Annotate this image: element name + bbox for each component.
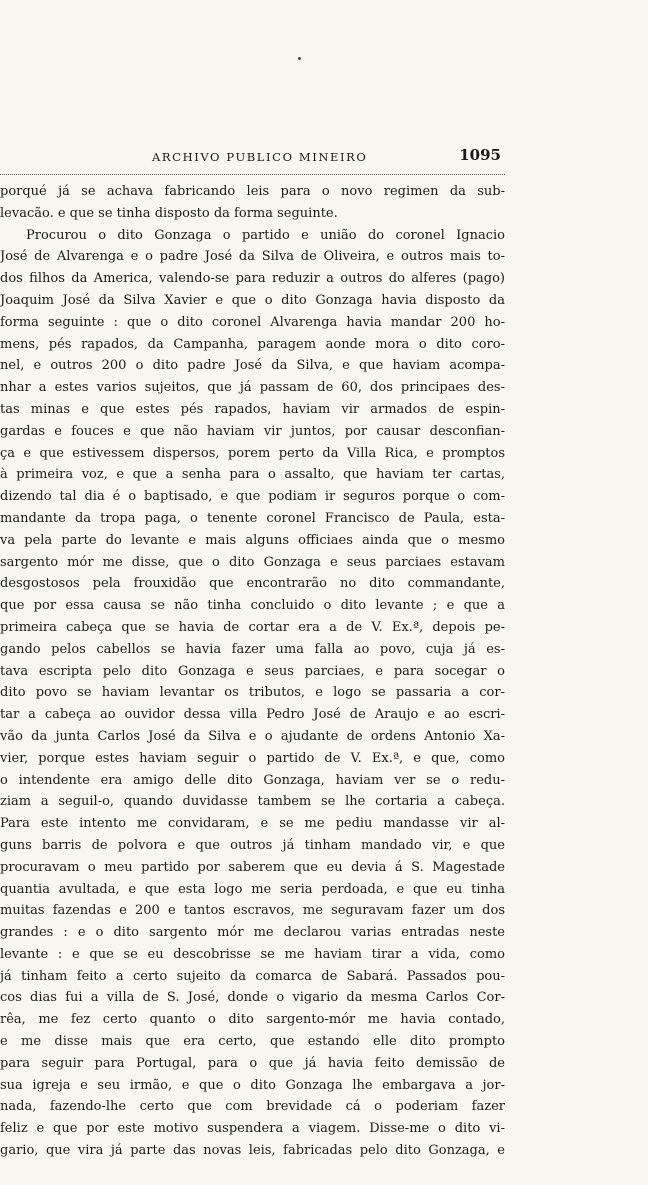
text-line: gardas e fouces e que não haviam vir juntos, por causar desconfian- bbox=[0, 423, 505, 439]
text-line: dito povo se haviam levantar os tributos, e logo se passaria a cor- bbox=[0, 685, 505, 701]
text-line: nhar a estes varios sujeitos, que já passam de 60, dos principaes des- bbox=[0, 380, 505, 396]
text-line: levacão. e que se tinha disposto da forma seguinte. bbox=[0, 205, 338, 221]
text-line: procuravam o meu partido por saberem que eu devia á S. Magestade bbox=[0, 859, 505, 875]
text-line: nel, e outros 200 o dito padre José da Silva, e que haviam acompa- bbox=[0, 358, 505, 374]
text-line: rêa, me fez certo quanto o dito sargento-mór me havia contado, bbox=[0, 1012, 505, 1028]
ink-speck bbox=[298, 57, 301, 60]
text-line: para seguir para Portugal, para o que já havia feito demissão de bbox=[0, 1055, 505, 1071]
text-line: e me disse mais que era certo, que estando elle dito prompto bbox=[0, 1034, 505, 1050]
text-line: à primeira voz, e que a senha para o assalto, que haviam ter cartas, bbox=[0, 467, 505, 483]
text-line: o intendente era amigo delle dito Gonzaga, haviam ver se o redu- bbox=[0, 772, 505, 788]
text-line: sargento mór me disse, que o dito Gonzaga e seus parciaes estavam bbox=[0, 554, 505, 570]
text-line: muitas fazendas e 200 e tantos escravos, me seguravam fazer um dos bbox=[0, 903, 505, 919]
running-title: ARCHIVO PUBLICO MINEIRO bbox=[152, 150, 368, 164]
body-text bbox=[0, 181, 505, 1162]
text-line: Joaquim José da Silva Xavier e que o dito Gonzaga havia disposto da bbox=[0, 292, 505, 308]
page-header bbox=[0, 146, 505, 168]
text-line: forma seguinte : que o dito coronel Alvarenga havia mandar 200 ho- bbox=[0, 314, 505, 330]
text-line: Procurou o dito Gonzaga o partido e união do coronel Ignacio bbox=[26, 227, 505, 243]
text-line: gario, que vira já parte das novas leis, fabricadas pelo dito Gonzaga, e bbox=[0, 1143, 505, 1159]
text-line: tar a cabeça ao ouvidor dessa villa Pedro José de Araujo e ao escri- bbox=[0, 707, 505, 723]
text-line: vão da junta Carlos José da Silva e o ajudante de ordens Antonio Xa- bbox=[0, 728, 505, 744]
page-number: 1095 bbox=[459, 146, 501, 164]
text-line: Para este intento me convidaram, e se me pediu mandasse vir al- bbox=[0, 816, 505, 832]
text-line: dos filhos da America, valendo-se para reduzir a outros do alferes (pago) bbox=[0, 271, 505, 287]
text-line: tava escripta pelo dito Gonzaga e seus parciaes, e para socegar o bbox=[0, 663, 505, 679]
text-line: primeira cabeça que se havia de cortar era a de V. Ex.ª, depois pe- bbox=[0, 619, 505, 635]
text-line: vier, porque estes haviam seguir o partido de V. Ex.ª, e que, como bbox=[0, 750, 505, 766]
text-line: porqué já se achava fabricando leis para o novo regimen da sub- bbox=[0, 184, 505, 199]
text-line: mens, pés rapados, da Campanha, paragem aonde mora o dito coro- bbox=[0, 336, 505, 352]
text-line: cos dias fui a villa de S. José, donde o vigario da mesma Carlos Cor- bbox=[0, 990, 505, 1006]
text-line: grandes : e o dito sargento mór me declarou varias entradas neste bbox=[0, 925, 505, 941]
text-line: mandante da tropa paga, o tenente coronel Francisco de Paula, esta- bbox=[0, 510, 505, 526]
text-line: guns barris de polvora e que outros já tinham mandado vir, e que bbox=[0, 837, 505, 853]
text-line: va pela parte do levante e mais alguns officiaes ainda que o mesmo bbox=[0, 532, 505, 548]
text-line: tas minas e que estes pés rapados, haviam vir armados de espin- bbox=[0, 401, 505, 417]
text-line: quantia avultada, e que esta logo me seria perdoada, e que eu tinha bbox=[0, 881, 505, 897]
text-line: desgostosos pela frouxidão que encontrarão no dito commandante, bbox=[0, 576, 505, 592]
text-line: gando pelos cabellos se havia fazer uma falla ao povo, cuja já es- bbox=[0, 641, 505, 657]
text-line: ziam a seguil-o, quando duvidasse tambem se lhe cortaria a cabeça. bbox=[0, 794, 505, 810]
text-line: nada, fazendo-lhe certo que com brevidade cá o poderiam fazer bbox=[0, 1099, 505, 1115]
text-line: ça e que estivessem dispersos, porem perto da Villa Rica, e promptos bbox=[0, 445, 505, 461]
text-line: sua igreja e seu irmão, e que o dito Gonzaga lhe embargava a jor- bbox=[0, 1077, 505, 1093]
text-line: já tinham feito a certo sujeito da comarca de Sabará. Passados pou- bbox=[0, 968, 505, 984]
text-line: dizendo tal dia é o baptisado, e que podiam ir seguros porque o com- bbox=[0, 489, 505, 505]
text-line: levante : e que se eu descobrisse se me haviam tirar a vida, como bbox=[0, 946, 505, 962]
header-rule bbox=[0, 174, 505, 175]
text-line: feliz e que por este motivo suspendera a viagem. Disse-me o dito vi- bbox=[0, 1121, 505, 1137]
text-line: que por essa causa se não tinha concluido o dito levante ; e que a bbox=[0, 598, 505, 614]
text-line: José de Alvarenga e o padre José da Silva de Oliveira, e outros mais to- bbox=[0, 249, 505, 265]
